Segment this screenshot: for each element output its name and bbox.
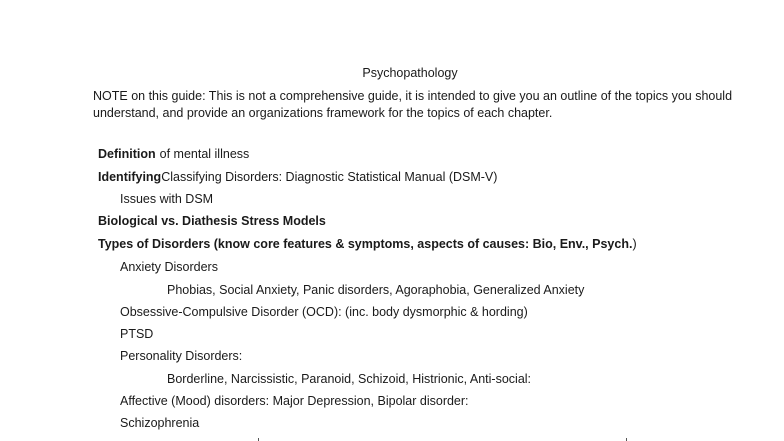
identifying-text: Classifying Disorders: Diagnostic Statistical Manual (DSM-V)	[161, 170, 498, 184]
outline-identifying	[98, 170, 497, 184]
outline-affective: Affective (Mood) disorders: Major Depression, Bipolar disorder:	[120, 394, 469, 408]
outline-ptsd: PTSD	[120, 327, 154, 341]
types-heading: Types of Disorders (know core features & symptoms, aspects of causes: Bio, Env., Psych.	[98, 237, 633, 251]
outline-definition	[98, 147, 249, 161]
definition-text: of mental illness	[159, 147, 250, 161]
outline-types	[98, 237, 637, 251]
outline-ocd: Obsessive-Compulsive Disorder (OCD): (inc. body dysmorphic & hording)	[120, 305, 528, 319]
outline-bio-models: Biological vs. Diathesis Stress Models	[98, 214, 326, 228]
outline-schizophrenia: Schizophrenia	[120, 416, 200, 430]
outline-personality-list: Borderline, Narcissistic, Paranoid, Schizoid, Histrionic, Anti-social:	[167, 372, 532, 386]
page-title: Psychopathology	[362, 66, 458, 80]
definition-heading: Definition	[98, 147, 156, 161]
outline-anxiety: Anxiety Disorders	[120, 260, 218, 274]
outline-issues-dsm: Issues with DSM	[120, 192, 214, 206]
identifying-heading: Identifying	[98, 170, 162, 184]
outline-anxiety-list: Phobias, Social Anxiety, Panic disorders, Agoraphobia, Generalized Anxiety	[167, 283, 585, 297]
outline-personality: Personality Disorders:	[120, 349, 243, 363]
types-end: )	[632, 237, 637, 251]
guide-note: NOTE on this guide: This is not a comprehensive guide, it is intended to give you an outline of the topics you should understand, and provide an organizations framework for the topics of each chapter.	[93, 89, 733, 120]
